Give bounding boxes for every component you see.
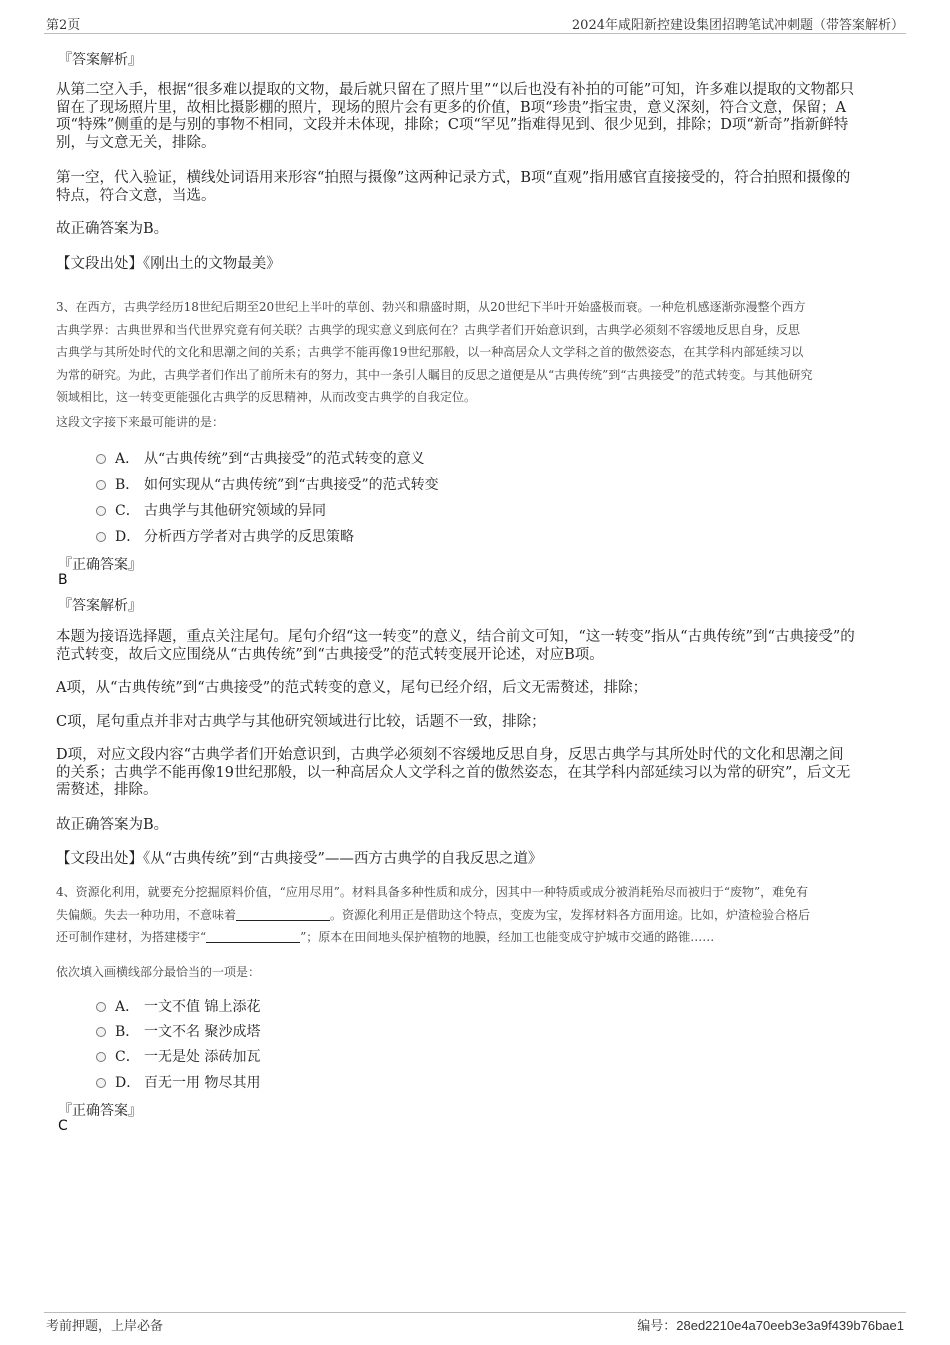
q3-analysis-c: C项，尾句重点并非对古典学与其他研究领域进行比较，话题不一致，排除；	[56, 714, 546, 730]
q3-stem-line: 古典学与其所处时代的文化和思潮之间的关系；古典学不能再像19世纪那般，以一种高居众人文学科之首的傲然姿态，在其学科内部延续习以	[56, 345, 804, 359]
q3-prompt: 这段文字接下来最可能讲的是：	[56, 415, 225, 429]
radio-icon[interactable]	[96, 1002, 106, 1012]
q4-option-d[interactable]: D． 百无一用 物尽其用	[96, 1072, 260, 1092]
q4-option-a[interactable]: A． 一文不值 锦上添花	[96, 996, 260, 1016]
radio-icon[interactable]	[96, 1052, 106, 1062]
q3-stem-line: 为常的研究。为此，古典学者们作出了前所未有的努力，其中一条引人瞩目的反思之道便是从“古典传统”到“古典接受”的范式转变。与其他研究	[56, 367, 813, 382]
q4-stem-line: 失偏颇。失去一种功用，不意味着 。资源化利用正是借助这个特点，变废为宝，发挥材料各方面用途。比如，炉渣检验合格后	[56, 907, 811, 922]
radio-icon[interactable]	[96, 454, 106, 464]
q3-answer: B	[58, 572, 68, 588]
q4-prompt: 依次填入画横线部分最恰当的一项是：	[56, 965, 261, 979]
q3-option-b[interactable]: B． 如何实现从“古典传统”到“古典接受”的范式转变	[96, 474, 439, 494]
q2-p2-line: 第一空，代入验证，横线处词语用来形容“拍照与摄像”这两种记录方式，B项“直观”指用感官直接接受的，符合拍照和摄像的	[56, 170, 851, 186]
q2-p1-line: 项“特殊”侧重的是与别的事物不相同，文段并未体现，排除；C项“罕见”指难得见到、很少见到，排除；D项“新奇”指新鲜特	[56, 117, 849, 134]
q3-stem-line: 古典学界：古典世界和当代世界究竟有何关联？古典学的现实意义到底何在？古典学者们开始意识到，古典学必须刻不容缓地反思自身，反思	[56, 322, 801, 337]
q4-blank-1	[236, 908, 330, 921]
q3-a4-line: 需赘述，排除。	[56, 782, 158, 799]
q3-stem-line: 3、在西方，古典学经历18世纪后期至20世纪上半叶的草创、勃兴和鼎盛时期，从20世纪下半叶开始盛极而衰。一种危机感逐渐弥漫整个西方	[56, 300, 806, 314]
q3-answer-label: 『正确答案』	[58, 557, 142, 573]
q4-stem	[56, 881, 898, 949]
q2-p2-line: 特点，符合文意，当选。	[56, 187, 216, 204]
q2-source: 【文段出处】《刚出土的文物最美》	[56, 256, 281, 272]
q3-analysis-label: 『答案解析』	[58, 598, 142, 614]
q3-option-d[interactable]: D． 分析西方学者对古典学的反思策略	[96, 526, 354, 546]
footer-code	[637, 1315, 904, 1334]
q2-analysis-label: 『答案解析』	[58, 52, 142, 68]
q3-analysis-d	[56, 747, 896, 800]
header-rule	[44, 33, 906, 34]
radio-icon[interactable]	[96, 506, 106, 516]
q3-source: 【文段出处】《从“古典传统”到“古典接受”——西方古典学的自我反思之道》	[56, 851, 543, 867]
q3-option-c[interactable]: C． 古典学与其他研究领域的异同	[96, 500, 326, 520]
q3-option-a[interactable]: A． 从“古典传统”到“古典接受”的范式转变的意义	[96, 448, 425, 468]
q2-p1-line: 从第二空入手，根据“很多难以提取的文物，最后就只留在了照片里”“以后也没有补拍的可能”可知，许多难以提取的文物都只	[56, 82, 855, 98]
footer-rule	[44, 1312, 906, 1313]
q3-analysis-paragraph-1	[56, 629, 896, 664]
q4-stem-line: 4、资源化利用，就要充分挖掘原料价值，“应用尽用”。材料具备多种性质和成分，因其中一种特质或成分被消耗殆尽而被归于“废物”，难免有	[56, 885, 809, 899]
footer-slogan: 考前押题，上岸必备	[46, 1319, 164, 1334]
q3-stem-line: 领域相比，这一转变更能强化古典学的反思精神，从而改变古典学的自我定位。	[56, 390, 477, 404]
q3-a1-line: 范式转变，故后文应围绕从“古典传统”到“古典接受”的范式转变展开论述，对应B项。	[56, 646, 604, 663]
radio-icon[interactable]	[96, 1027, 106, 1037]
q3-analysis-a: A项，从“古典传统”到“古典接受”的范式转变的意义，尾句已经介绍，后文无需赘述，排除；	[56, 680, 648, 696]
q3-conclusion: 故正确答案为B。	[56, 817, 169, 833]
q3-a4-line: D项，对应文段内容“古典学者们开始意识到，古典学必须刻不容缓地反思自身，反思古典学与其所处时代的文化和思潮之间	[56, 747, 844, 763]
q4-answer-label: 『正确答案』	[58, 1103, 142, 1119]
footer-code-label: 编号：	[637, 1319, 677, 1334]
q4-answer: C	[58, 1118, 68, 1134]
footer-code-value: 28ed2210e4a70eeb3e3a9f439b76bae1	[676, 1318, 904, 1333]
q4-stem-line: 还可制作建材，为搭建楼宇“ ”；原本在田间地头保护植物的地膜，经加工也能变成守护城市交通的路锥……	[56, 930, 715, 944]
radio-icon[interactable]	[96, 480, 106, 490]
q4-option-c[interactable]: C． 一无是处 添砖加瓦	[96, 1046, 260, 1066]
document-title: 2024年咸阳新控建设集团招聘笔试冲刺题（带答案解析）	[571, 18, 904, 33]
q3-a1-line: 本题为接语选择题，重点关注尾句。尾句介绍“这一转变”的意义，结合前文可知，“这一转变”指从“古典传统”到“古典接受”的	[56, 629, 855, 645]
q4-option-b[interactable]: B． 一文不名 聚沙成塔	[96, 1021, 260, 1041]
radio-icon[interactable]	[96, 1078, 106, 1088]
q2-analysis-paragraph-1	[56, 82, 896, 152]
radio-icon[interactable]	[96, 532, 106, 542]
q2-p1-line: 留在了现场照片里，故相比摄影棚的照片，现场的照片会有更多的价值，B项“珍贵”指宝贵，意义深刻，符合文意，保留；A	[56, 99, 846, 116]
q3-a4-line: 的关系；古典学不能再像19世纪那般，以一种高居众人文学科之首的傲然姿态，在其学科内部延续习以为常的研究”，后文无	[56, 764, 851, 781]
q3-stem	[56, 296, 898, 409]
q2-p1-line: 别，与文意无关，排除。	[56, 134, 216, 151]
q2-conclusion: 故正确答案为B。	[56, 221, 169, 237]
q2-analysis-paragraph-2	[56, 170, 896, 205]
page-number: 第2页	[46, 18, 81, 33]
q4-blank-2	[206, 930, 300, 943]
